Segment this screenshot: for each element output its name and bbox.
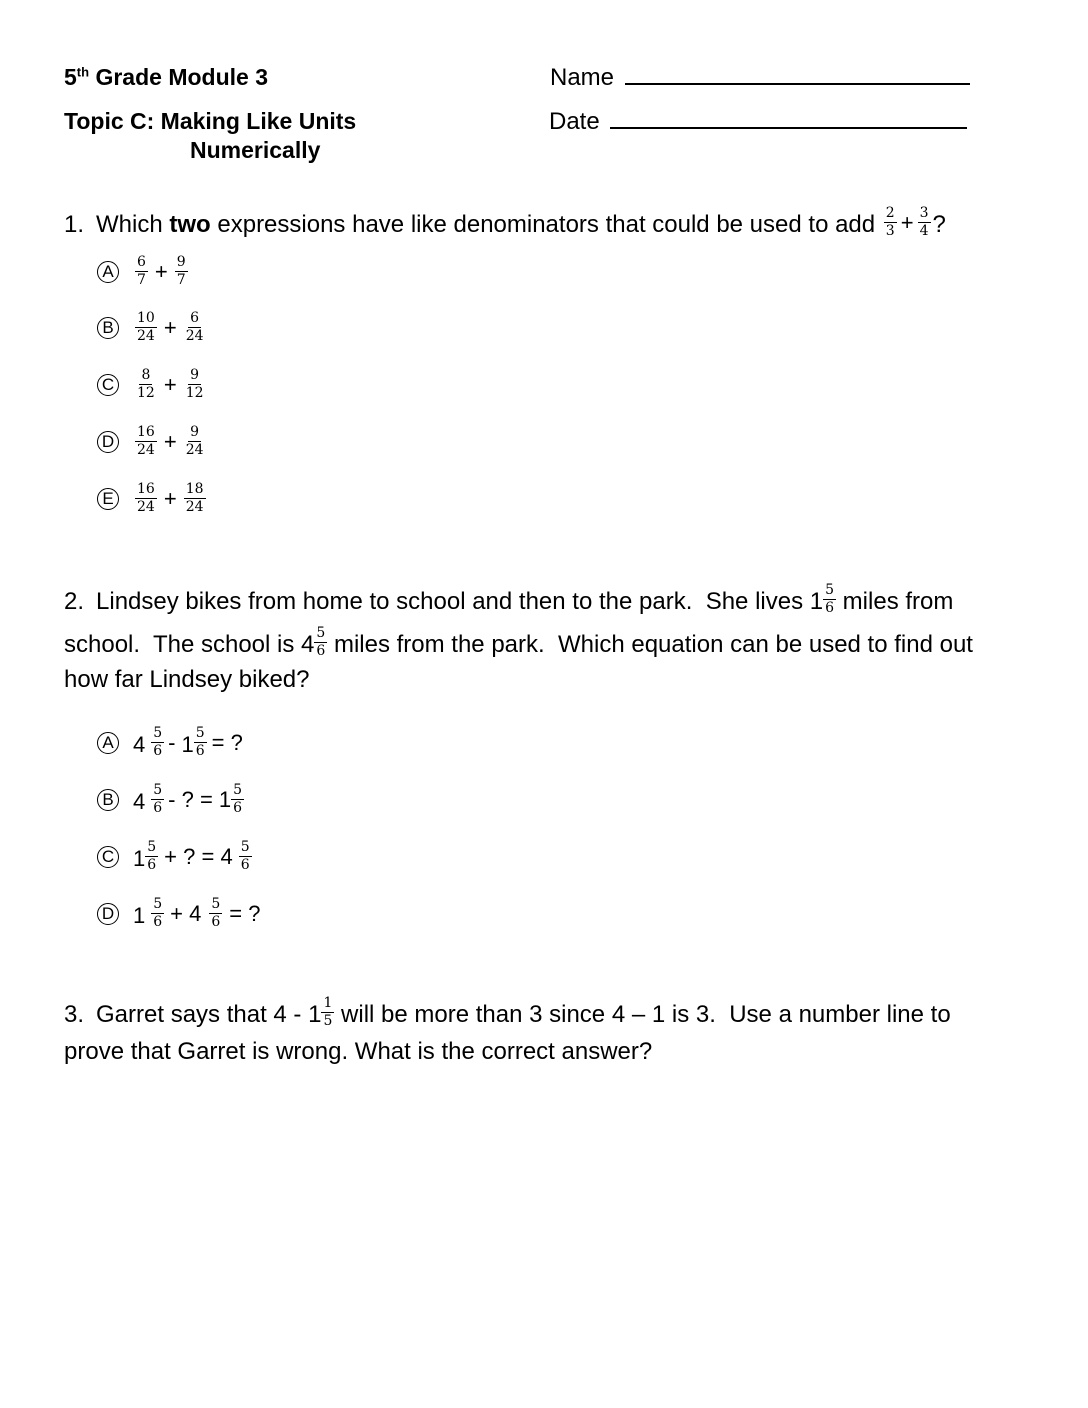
q2a-d1: 6 bbox=[153, 743, 163, 759]
choice-letter-b[interactable]: B bbox=[97, 317, 119, 339]
q1c-plus: + bbox=[163, 371, 177, 397]
topic-title-line2: Numerically bbox=[190, 137, 321, 163]
q2b-d1: 6 bbox=[153, 800, 163, 816]
grade-module-title bbox=[64, 64, 268, 91]
q1e-frac-2 bbox=[184, 482, 206, 515]
q2-line1-frac bbox=[823, 583, 836, 616]
q2a-minus: - bbox=[168, 729, 176, 755]
q1e-plus: + bbox=[163, 485, 177, 511]
q2b-n2: 5 bbox=[233, 782, 243, 798]
grade-suffix: Grade Module 3 bbox=[89, 64, 269, 90]
q1-text-after: expressions have like denominators that could be used to add bbox=[210, 210, 882, 238]
q2-line2-frac bbox=[314, 626, 327, 659]
q1b-n1: 10 bbox=[137, 310, 155, 326]
q1-text-before: Which bbox=[96, 210, 170, 238]
q2-line2-b: miles from the park. Which equation can be used to find out bbox=[327, 630, 973, 658]
q1e-n2: 18 bbox=[185, 481, 204, 497]
q1e-frac-1 bbox=[135, 482, 157, 515]
q1a-d1: 7 bbox=[137, 272, 146, 288]
q3-num: 1 bbox=[323, 995, 333, 1011]
q2b-frac-2 bbox=[231, 783, 244, 816]
q2b-d2: 6 bbox=[233, 800, 243, 816]
q2d-d2: 6 bbox=[211, 914, 221, 930]
q1d-d1: 24 bbox=[137, 442, 155, 458]
q2-l2-num: 5 bbox=[316, 625, 326, 641]
q2d-n2: 5 bbox=[211, 896, 221, 912]
q1b-frac-1 bbox=[135, 311, 157, 344]
q2a-frac-1 bbox=[151, 726, 164, 759]
q2-l2-den: 6 bbox=[316, 643, 326, 659]
q1d-n1: 16 bbox=[137, 424, 155, 440]
topic-title-line1: Topic C: Making Like Units bbox=[64, 108, 357, 134]
date-blank-line[interactable] bbox=[610, 109, 967, 129]
q1d-plus: + bbox=[163, 428, 177, 454]
q2c-frac-1 bbox=[145, 840, 158, 873]
q2d-tail: = ? bbox=[229, 900, 261, 926]
q1d-n2: 9 bbox=[190, 424, 200, 440]
q1e-d2: 24 bbox=[185, 499, 204, 515]
q3-fraction bbox=[321, 996, 334, 1029]
q1d-frac-1 bbox=[135, 425, 157, 458]
q1d-d2: 24 bbox=[185, 442, 204, 458]
q1d-frac-2 bbox=[184, 425, 206, 458]
q1-fraction-1 bbox=[884, 206, 897, 239]
q1e-d1: 24 bbox=[137, 499, 155, 515]
q1-question-mark: ? bbox=[932, 210, 946, 238]
question-3-line-1 bbox=[64, 995, 951, 1031]
q1a-frac-1 bbox=[135, 255, 148, 288]
q2-choice-letter-a[interactable]: A bbox=[97, 732, 119, 754]
q2-choice-d[interactable] bbox=[97, 896, 266, 932]
choice-letter-e[interactable]: E bbox=[97, 488, 119, 510]
q2-line1-b: miles from bbox=[836, 587, 954, 615]
q2d-frac-2 bbox=[209, 897, 222, 930]
q2c-n1: 5 bbox=[147, 839, 157, 855]
q1b-d2: 24 bbox=[185, 328, 204, 344]
q2a-whole-2: 1 bbox=[181, 731, 194, 757]
q2-choice-letter-b[interactable]: B bbox=[97, 789, 119, 811]
grade-sup: th bbox=[76, 64, 90, 80]
q1a-d2: 7 bbox=[176, 272, 186, 288]
q2a-n1: 5 bbox=[153, 725, 163, 741]
name-label: Name bbox=[550, 64, 615, 91]
q2c-d2: 6 bbox=[240, 857, 250, 873]
q2-choice-c[interactable] bbox=[97, 839, 254, 875]
q2d-middle: + 4 bbox=[170, 900, 202, 926]
q2b-frac-1 bbox=[151, 783, 164, 816]
choice-letter-a[interactable]: A bbox=[97, 261, 119, 283]
q2-choice-b[interactable] bbox=[97, 782, 244, 818]
question-3-line-2: prove that Garret is wrong. What is the correct answer? bbox=[64, 1038, 653, 1065]
q2-choice-letter-d[interactable]: D bbox=[97, 903, 119, 925]
q3-line1-a: Garret says that 4 - 1 bbox=[96, 1000, 322, 1028]
q2a-d2: 6 bbox=[195, 743, 205, 759]
question-2-line-1 bbox=[64, 582, 954, 618]
q2a-n2: 5 bbox=[195, 725, 205, 741]
q2c-frac-2 bbox=[239, 840, 252, 873]
q2d-frac-1 bbox=[151, 897, 164, 930]
q2-line2-a: school. The school is 4 bbox=[64, 630, 315, 658]
q2c-middle: + ? = 4 bbox=[164, 843, 233, 869]
q1-f1-num: 2 bbox=[885, 205, 895, 221]
q1a-n1: 6 bbox=[137, 254, 146, 270]
q1b-plus: + bbox=[163, 314, 177, 340]
question-3-number: 3. bbox=[64, 1000, 85, 1028]
question-1-number: 1. bbox=[64, 210, 85, 238]
name-blank-line[interactable] bbox=[625, 65, 970, 85]
choice-letter-d[interactable]: D bbox=[97, 431, 119, 453]
q1c-d1: 12 bbox=[137, 385, 155, 401]
q2a-tail: = ? bbox=[211, 729, 243, 755]
grade-number: 5 bbox=[64, 64, 77, 90]
question-1-text bbox=[64, 205, 946, 241]
q1b-frac-2 bbox=[184, 311, 206, 344]
q1c-n2: 9 bbox=[190, 367, 200, 383]
q1c-d2: 12 bbox=[185, 385, 204, 401]
q2-choice-letter-c[interactable]: C bbox=[97, 846, 119, 868]
q1-fraction-2 bbox=[918, 206, 931, 239]
q2-line1-a: Lindsey bikes from home to school and then to the park. She lives 1 bbox=[96, 587, 824, 615]
choice-letter-c[interactable]: C bbox=[97, 374, 119, 396]
q2-l1-den: 6 bbox=[825, 600, 835, 616]
q3-den: 5 bbox=[323, 1013, 333, 1029]
q2d-n1: 5 bbox=[153, 896, 163, 912]
q2d-d1: 6 bbox=[153, 914, 163, 930]
date-field[interactable] bbox=[549, 108, 967, 136]
question-2-line-2 bbox=[64, 625, 973, 661]
q1-f2-den: 4 bbox=[919, 223, 929, 239]
q1-choice-a[interactable] bbox=[97, 254, 190, 290]
q1-choice-b[interactable] bbox=[97, 310, 208, 346]
q2b-n1: 5 bbox=[153, 782, 163, 798]
q2a-whole-1: 4 bbox=[133, 731, 146, 757]
q1c-frac-1 bbox=[135, 368, 157, 401]
q2d-whole-1: 1 bbox=[133, 902, 146, 928]
q2-choice-a[interactable] bbox=[97, 725, 248, 761]
question-2-line-3: how far Lindsey biked? bbox=[64, 666, 310, 693]
q1-f1-den: 3 bbox=[885, 223, 895, 239]
date-label: Date bbox=[549, 108, 600, 135]
q1a-plus: + bbox=[154, 258, 168, 284]
q2b-whole-1: 4 bbox=[133, 788, 146, 814]
q2b-middle: - ? = 1 bbox=[168, 786, 232, 812]
q1a-n2: 9 bbox=[176, 254, 186, 270]
q1-f2-num: 3 bbox=[919, 205, 929, 221]
q2c-d1: 6 bbox=[147, 857, 157, 873]
name-field[interactable] bbox=[550, 64, 970, 92]
q1-plus: + bbox=[900, 209, 914, 235]
question-2-number: 2. bbox=[64, 587, 85, 615]
q1-choice-e[interactable] bbox=[97, 481, 208, 517]
q2-l1-num: 5 bbox=[825, 582, 835, 598]
q2c-n2: 5 bbox=[240, 839, 250, 855]
q1-choice-d[interactable] bbox=[97, 424, 208, 460]
q1-choice-c[interactable] bbox=[97, 367, 208, 403]
q1a-frac-2 bbox=[175, 255, 188, 288]
q1-text-bold: two bbox=[169, 210, 211, 238]
q3-line1-b: will be more than 3 since 4 – 1 is 3. Use a number line to bbox=[334, 1000, 951, 1028]
q1e-n1: 16 bbox=[137, 481, 155, 497]
q1b-d1: 24 bbox=[137, 328, 155, 344]
q2a-frac-2 bbox=[194, 726, 207, 759]
q1c-n1: 8 bbox=[141, 367, 151, 383]
q1c-frac-2 bbox=[184, 368, 206, 401]
q1b-n2: 6 bbox=[190, 310, 200, 326]
q2c-whole-1: 1 bbox=[133, 845, 146, 871]
